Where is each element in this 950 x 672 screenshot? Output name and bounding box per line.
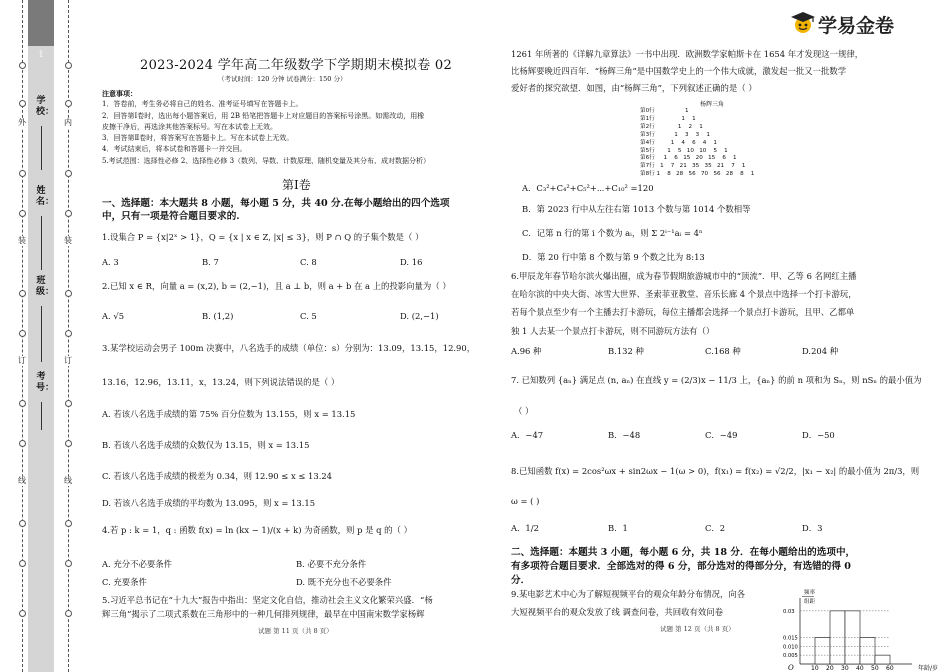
question-8-line2: ω = ( ) xyxy=(511,496,540,506)
age-histogram xyxy=(782,588,942,672)
question-1-stem: 1.设集合 P = {x|2ˣ > 1}，Q = {x | x ∈ Z, |x| ≤ 3}，则 P ∩ Q 的子集个数是（ ） xyxy=(102,232,424,242)
q8-option-d: D．3 xyxy=(802,523,823,533)
histogram-y-tick-label: 0.03 xyxy=(783,608,795,615)
right-page-footer: 试题 第 12 页（共 8 页） xyxy=(660,625,735,633)
name-field-label: 姓名： xyxy=(36,186,55,207)
binding-hole-mark xyxy=(19,440,26,447)
exam-title: 2023-2024 学年高二年级数学下学期期末模拟卷 02 xyxy=(140,58,453,73)
q8-option-b: B．1 xyxy=(608,523,628,533)
binding-hole-mark xyxy=(65,400,72,407)
exam-number-field-label: 考号： xyxy=(36,372,55,393)
binding-hole-mark xyxy=(65,440,72,447)
question-6-line2: 在哈尔滨的中央大街、冰雪大世界、圣索菲亚教堂、音乐长廊 4 个景点中选择一个打卡游玩， xyxy=(511,289,857,299)
triangle-row: 第8行 1 8 28 56 70 56 28 8 1 xyxy=(640,171,755,178)
question-5-line4: 比杨辉要晚近四百年．“杨辉三角”是中国数学史上的一个伟大成就，激发起一批又一批数学 xyxy=(511,66,847,76)
question-5-line1: 5.习近平总书记在“十九大”报告中指出：坚定文化自信，推动社会主义文化繁荣兴盛．“杨 xyxy=(102,595,433,605)
q6-option-d: D.204 种 xyxy=(802,346,839,356)
question-3-stem-line2: 13.16，12.96，13.11，x，13.24，则下列说法错误的是（ ） xyxy=(102,377,340,387)
histogram-x-tick-label: 40 xyxy=(856,665,864,672)
notes-list xyxy=(102,99,430,167)
section-one-heading-line2: 中，只有一项是符合题目要求的. xyxy=(102,211,240,222)
notes-heading: 注意事项： xyxy=(102,89,137,98)
q2-option-b: B. (1,2) xyxy=(202,311,234,321)
question-9-line1: 9.某电影艺术中心为了解短视频平台的观众年龄分布情况，向各 xyxy=(511,589,746,599)
question-4-stem: 4.若 p : k = 1，q : 函数 f(x) = ln (kx − 1)/(x + k) 为奇函数，则 p 是 q 的（ ） xyxy=(102,525,412,535)
note-item: 4．考试结束后，将本试卷和答题卡一并交回。 xyxy=(102,145,247,154)
notes-block xyxy=(102,88,430,167)
binding-hole-mark xyxy=(65,62,72,69)
exam-subtitle: （考试时间：120 分钟 试卷满分：150 分） xyxy=(218,75,347,83)
section-two-heading-line3: 分． xyxy=(511,575,531,586)
q5-option-a: A．C₃²+C₄²+C₅²+⋯+C₁₀² =120 xyxy=(522,183,654,193)
histogram-bar xyxy=(815,637,830,664)
histogram-y-tick-label: 0.010 xyxy=(783,644,798,651)
histogram-x-tick-label: 10 xyxy=(811,665,819,672)
q1-option-b: B. 7 xyxy=(202,257,219,267)
section-two-heading-line1: 二、选择题：本题共 3 小题，每小题 6 分，共 18 分．在每小题给出的选项中， xyxy=(511,547,856,558)
class-field-line xyxy=(41,306,42,362)
q6-option-b: B.132 种 xyxy=(608,346,644,356)
question-7-line1: 7. 已知数列 {aₙ} 满足点 (n, aₙ) 在直线 y = (2/3)x − 11/3 上，{aₙ} 的前 n 项和为 Sₙ，则 nSₙ 的最小值为 xyxy=(511,375,922,385)
triangle-row: 第1行 1 1 xyxy=(640,115,696,122)
binding-hole-mark xyxy=(65,170,72,177)
exam-number-field-line xyxy=(41,402,42,430)
brand-name: 学易金卷 xyxy=(818,15,895,37)
note-item: 1．答卷前，考生务必将自己的姓名、准考证号填写在答题卡上。 xyxy=(102,100,303,109)
histogram-origin: O xyxy=(788,664,794,672)
q4-option-b: B. 必要不充分条件 xyxy=(296,559,367,569)
binding-hole-mark xyxy=(65,210,72,217)
inner_chars-char: 线 xyxy=(64,476,72,485)
q6-option-c: C.168 种 xyxy=(705,346,741,356)
note-item: 3．回答第Ⅱ卷时，将答案写在答题卡上。写在本试卷上无效。 xyxy=(102,134,294,143)
triangle-row: 第0行 1 xyxy=(640,108,689,114)
inner_chars-char: 订 xyxy=(64,356,72,365)
binding-hole-mark xyxy=(19,520,26,527)
q7-option-a: A．−47 xyxy=(511,430,544,440)
question-6-line4: 独 1 人去某一个景点打卡游玩，则不同游玩方法有（） xyxy=(511,326,715,336)
note-item: 2．回答第Ⅰ卷时，选出每小题答案后，用 2B 铅笔把答题卡上对应题目的答案标号涂黑。如需改动，用橡 xyxy=(102,111,425,120)
histogram-ylabel-bottom: 组距 xyxy=(804,599,816,605)
brand-logo xyxy=(790,10,940,38)
binding-hole-mark xyxy=(19,290,26,297)
q8-option-a: A．1/2 xyxy=(511,523,539,533)
binding-hole-mark xyxy=(65,330,72,337)
yanghui-triangle xyxy=(640,108,754,179)
outer_chars-char: 装 xyxy=(18,236,26,245)
binding-hole-mark xyxy=(65,520,72,527)
yanghui-triangle-title: 杨辉三角 xyxy=(700,101,725,108)
q3-option-b: B. 若该八名选手成绩的众数仅为 13.15，则 x = 13.15 xyxy=(102,440,310,450)
binding-hole-mark xyxy=(19,560,26,567)
binding-hole-mark xyxy=(65,610,72,617)
q1-option-a: A. 3 xyxy=(102,257,119,267)
q5-option-d: D．第 20 行中第 8 个数与第 9 个数之比为 8:13 xyxy=(522,252,705,262)
q3-option-c: C. 若该八名选手成绩的极差为 0.34，则 12.90 ≤ x ≤ 13.24 xyxy=(102,471,333,481)
graduation-cap-icon xyxy=(790,10,816,36)
question-9-line2: 大短视频平台的观众发放了线 调查问卷，共回收有效问卷 xyxy=(511,607,724,617)
histogram-bar xyxy=(860,637,875,664)
question-3-stem-line1: 3.某学校运动会男子 100m 决赛中，八名选手的成绩（单位：s）分别为：13.09，13.15，12.90， xyxy=(102,343,476,353)
q8-option-c: C．2 xyxy=(705,523,726,533)
histogram-y-tick-label: 0.015 xyxy=(783,635,798,642)
q5-option-c: C．记第 n 行的第 i 个数为 aᵢ，则 Σ 2ⁱ⁻¹aᵢ = 4ⁿ xyxy=(522,228,703,238)
binding-hole-mark xyxy=(19,170,26,177)
question-8-line1: 8.已知函数 f(x) = 2cos²ωx + sin2ωx − 1(ω > 0)，f(x₁) = f(x₂) = √2/2，|x₁ − x₂| 的最小值为 2π/3，则 xyxy=(511,466,920,476)
histogram-ylabel-top: 频率 xyxy=(804,590,816,596)
outer_chars-char: 线 xyxy=(18,476,26,485)
triangle-row: 第7行 1 7 21 35 35 21 7 1 xyxy=(640,163,746,170)
question-5-line2: 辉三角”揭示了二项式系数在三角形中的一种几何排列规律，最早在中国南宋数学家杨辉 xyxy=(102,609,425,619)
q3-option-a: A. 若该八名选手成绩的第 75% 百分位数为 13.155，则 x = 13.15 xyxy=(102,409,356,419)
binding-hole-mark xyxy=(19,400,26,407)
q3-option-d: D. 若该八名选手成绩的平均数为 13.095，则 x = 13.15 xyxy=(102,498,316,508)
binding-hole-mark xyxy=(65,290,72,297)
q7-option-b: B．−48 xyxy=(608,430,641,440)
binding-hole-mark xyxy=(19,210,26,217)
histogram-bar xyxy=(875,655,890,664)
histogram-x-tick-label: 30 xyxy=(841,665,849,672)
q1-option-d: D. 16 xyxy=(400,257,423,267)
note-item: 皮擦干净后，再选涂其他答案标号。写在本试卷上无效。 xyxy=(102,122,277,131)
section-one-heading-line1: 一、选择题：本大题共 8 小题，每小题 5 分，共 40 分.在每小题给出的四个选项 xyxy=(102,198,450,209)
binding-hole-mark xyxy=(19,610,26,617)
q6-option-a: A.96 种 xyxy=(511,346,542,356)
q5-option-b: B．第 2023 行中从左往右第 1013 个数与第 1014 个数相等 xyxy=(522,204,751,214)
triangle-row: 第6行 1 6 15 20 15 6 1 xyxy=(640,155,737,162)
histogram-xlabel: 年龄/岁 xyxy=(918,665,939,672)
part-one-heading: 第Ⅰ卷 xyxy=(282,178,311,192)
outer_chars-char: 外 xyxy=(18,118,26,127)
histogram-marks xyxy=(783,598,912,672)
section-two-heading-line2: 有多项符合题目要求．全部选对的得 6 分，部分选对的得部分分，有选错的得 0 xyxy=(511,561,851,572)
inner_chars-char: 装 xyxy=(64,236,72,245)
triangle-row: 第2行 1 2 1 xyxy=(640,123,703,130)
binding-hole-mark xyxy=(19,62,26,69)
question-5-line3: 1261 年所著的《详解九章算法》一书中出现．欧洲数学家帕斯卡在 1654 年才发现这一规律， xyxy=(511,49,864,59)
q4-option-d: D. 既不充分也不必要条件 xyxy=(296,577,392,587)
binding-hole-mark xyxy=(19,330,26,337)
binding-top-block xyxy=(28,0,54,46)
question-6-line1: 6.甲辰龙年春节哈尔滨火爆出圈，成为春节假期旅游城市中的“顶流”．甲、乙等 6 名网红主播 xyxy=(511,271,857,281)
q2-option-c: C. 5 xyxy=(300,311,317,321)
class-field-label: 班级： xyxy=(36,276,55,297)
question-5-line5: 爱好者的探究欲望．如图，由“杨辉三角”，下列叙述正确的是（ ） xyxy=(511,83,757,93)
question-2-stem: 2.已知 x ∈ R，向量 a = (x,2), b = (2,−1)，且 a ⊥ b，则 a + b 在 a 上的投影向量为（ ） xyxy=(102,281,451,291)
q1-option-c: C. 8 xyxy=(300,257,317,267)
q7-option-d: D．−50 xyxy=(802,430,835,440)
q2-option-a: A. √5 xyxy=(102,311,125,321)
q4-option-a: A. 充分不必要条件 xyxy=(102,559,172,569)
binding-hole-mark xyxy=(65,560,72,567)
histogram-x-tick-label: 20 xyxy=(826,665,834,672)
inner_chars-char: 内 xyxy=(64,118,72,127)
triangle-row: 第4行 1 4 6 4 1 xyxy=(640,139,717,146)
left-page-footer: 试题 第 11 页（共 8 页） xyxy=(258,627,333,635)
triangle-row: 第5行 1 5 10 10 5 1 xyxy=(640,147,728,154)
triangle-row: 第3行 1 3 3 1 xyxy=(640,131,710,138)
outer_chars-char: 订 xyxy=(18,356,26,365)
histogram-x-tick-label: 50 xyxy=(871,665,879,672)
name-field-line xyxy=(41,216,42,270)
binding-hole-mark xyxy=(65,100,72,107)
q2-option-d: D. (2,−1) xyxy=(400,311,439,321)
school-field-label: 学校： xyxy=(36,96,55,117)
histogram-y-tick-label: 0.005 xyxy=(783,653,798,660)
school-field-line xyxy=(41,126,42,170)
question-6-line3: 若每个景点至少有一个主播去打卡游玩，每位主播都会选择一个景点打卡游玩，且甲、乙都单 xyxy=(511,307,855,317)
q4-option-c: C. 充要条件 xyxy=(102,577,147,587)
binding-hole-mark xyxy=(19,100,26,107)
histogram-x-tick-label: 60 xyxy=(886,665,894,672)
binding-top-mark: 1 xyxy=(38,50,44,59)
question-7-line2: （ ） xyxy=(514,406,534,416)
note-item: 5.考试范围：选择性必修 2、选择性必修 3（数列、导数、计数原理、随机变量及其分布、成对数据分析） xyxy=(102,156,431,165)
q7-option-c: C．−49 xyxy=(705,430,738,440)
